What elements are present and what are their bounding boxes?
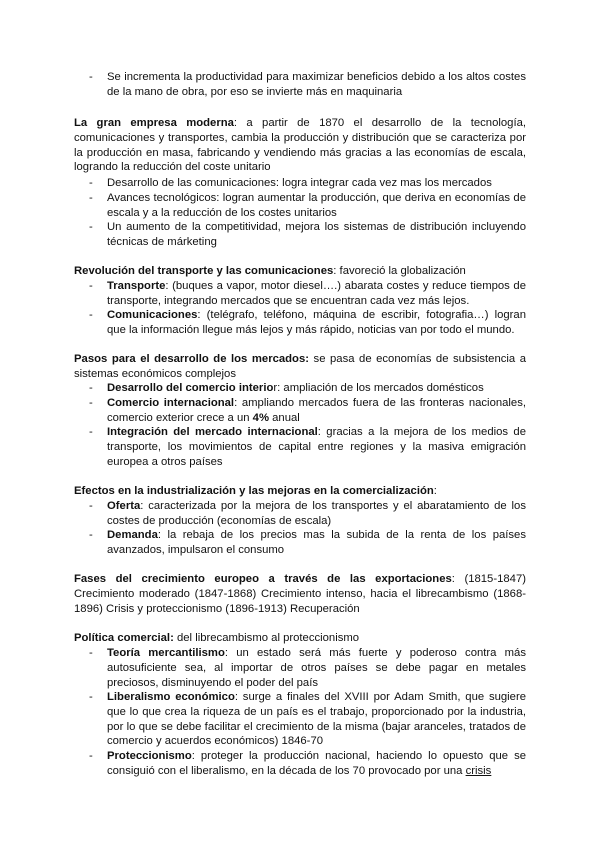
transporte-title: Revolución del transporte y las comunicaciones [74,265,334,277]
bullet-dash: - [89,221,93,233]
fases-title: Fases del crecimiento europeo a través de las exportaciones [74,573,452,585]
bullet-dash: - [89,309,93,321]
integracion-term: Integración del mercado internacional [107,426,318,438]
mercantilismo-term: Teoría mercantilismo [107,647,225,659]
proteccionismo-term: Proteccionismo [107,750,192,762]
comercio-internacional-desc-a: : ampliando mercados fuera de las fronteras nacionales, comercio exterior crece a un [107,397,526,424]
efectos-title: Efectos en la industrialización y las mejoras en la comercialización [74,485,434,497]
gran-empresa-text: : a partir de 1870 el desarrollo de la tecnología, comunicaciones y transportes, cambia la producción y distribución que se caracteriza por la producción en masa, fabricando y vendiendo más gracias a las economías de escala, logrando la reducción del coste unitario [74,117,526,174]
comercio-internacional-desc-b: anual [269,411,300,424]
list-item [89,528,526,558]
demanda-term: Demanda [107,529,158,541]
list-item [89,279,526,309]
gran-empresa-bullet-1: Desarrollo de las comunicaciones: logra integrar cada vez mas los mercados [107,177,492,189]
gran-empresa-bullet-3: Un aumento de la competitividad, mejora los sistemas de distribución incluyendo técnicas de márketing [107,221,526,248]
list-item [89,220,526,250]
intro-bullet [89,70,526,100]
liberalismo-term: Liberalismo económico [107,691,235,703]
bullet-dash: - [89,750,93,762]
bullet-dash: - [89,382,93,394]
efectos-paragraph [74,484,526,499]
politica-text: del librecambismo al proteccionismo [173,632,360,644]
intro-bullet-text: Se incrementa la productividad para maximizar beneficios debido a los altos costes de la mano de obra, por eso se invierte más en maquinaria [107,71,526,98]
fases-paragraph [74,572,526,616]
bullet-dash: - [89,529,93,541]
bullet-dash: - [89,500,93,512]
list-item [89,499,526,529]
bullet-dash: - [89,426,93,438]
list-item [89,690,526,749]
pasos-paragraph [74,352,526,382]
list-item [89,425,526,469]
liberalismo-desc: : surge a finales del XVIII por Adam Smith, que sugiere que lo que crea la riqueza de un país es el trabajo, proporcionado por la industria, por lo que se debe facilitar el crecimiento de la misma (bajar aranceles, tratados de comercio y acuerdos económicos) 1846-70 [107,691,526,748]
list-item [89,381,526,396]
list-item [89,749,526,779]
bullet-dash: - [89,397,93,409]
bullet-dash: - [89,280,93,292]
pasos-title: Pasos para el desarrollo de los mercados: [74,353,310,365]
crisis-link[interactable]: crisis [465,764,492,777]
pasos-text: se pasa de economías de subsistencia a sistemas económicos complejos [74,353,526,380]
bullet-dash: - [89,177,93,189]
list-item [89,176,526,191]
bullet-dash: - [89,71,93,83]
list-item [89,396,526,426]
list-item [89,308,526,338]
transporte-text: : favoreció la globalización [333,265,466,277]
integracion-desc: : gracias a la mejora de los medios de transporte, los movimientos de capital entre regiones y la masiva emigración europea a otros países [107,426,526,468]
bullet-dash: - [89,192,93,204]
bullet-dash: - [89,647,93,659]
demanda-desc: : la rebaja de los precios mas la subida de la renta de los países avanzados, impulsaron el consumo [107,529,526,556]
oferta-desc: : caracterizada por la mejora de los transportes y el abaratamiento de los costes de producción (economías de escala) [107,500,526,527]
comunicaciones-term: Comunicaciones [107,309,198,321]
efectos-text: : [433,485,437,497]
proteccionismo-desc: : proteger la producción nacional, haciendo lo opuesto que se consiguió con el liberalismo, en la década de los 70 provocado por una [107,750,526,777]
transporte-paragraph [74,264,526,279]
growth-percent: 4% [252,411,269,424]
fases-text: : (1815-1847) Crecimiento moderado (1847-1868) Crecimiento intenso, hacia el librecambismo (1868-1896) Crisis y proteccionismo (1896-1913) Recuperación [74,573,526,615]
transporte-term: Transporte [107,280,166,292]
transporte-desc: : (buques a vapor, motor diesel….) abarata costes y reduce tiempos de transporte, integrando mercados que se encuentran cada vez más lejos. [107,280,526,307]
gran-empresa-bullet-2: Avances tecnológicos: logran aumentar la producción, que deriva en economías de escala y a la reducción de los costes unitarios [107,192,526,219]
gran-empresa-paragraph [74,116,526,175]
oferta-term: Oferta [107,500,141,512]
list-item [89,646,526,690]
comercio-interior-desc: r: ampliación de los mercados domésticos [273,382,484,394]
mercantilismo-desc: : un estado será más fuerte y poderoso contra más autosuficiente sea, al importar de otros países se debe pagar en metales preciosos, disminuyendo el poder del país [107,647,526,689]
gran-empresa-title: La gran empresa moderna [74,117,234,129]
politica-paragraph [74,631,526,646]
comercio-interior-term: Desarrollo del comercio interio [107,382,274,394]
comercio-internacional-term: Comercio internacional [107,397,235,409]
bullet-dash: - [89,691,93,703]
list-item [89,191,526,221]
comunicaciones-desc: : (telégrafo, teléfono, máquina de escribir, fotografia…) logran que la información llegue más lejos y más rápido, noticias van por todo el mundo. [107,309,526,336]
politica-title: Política comercial: [74,632,174,644]
